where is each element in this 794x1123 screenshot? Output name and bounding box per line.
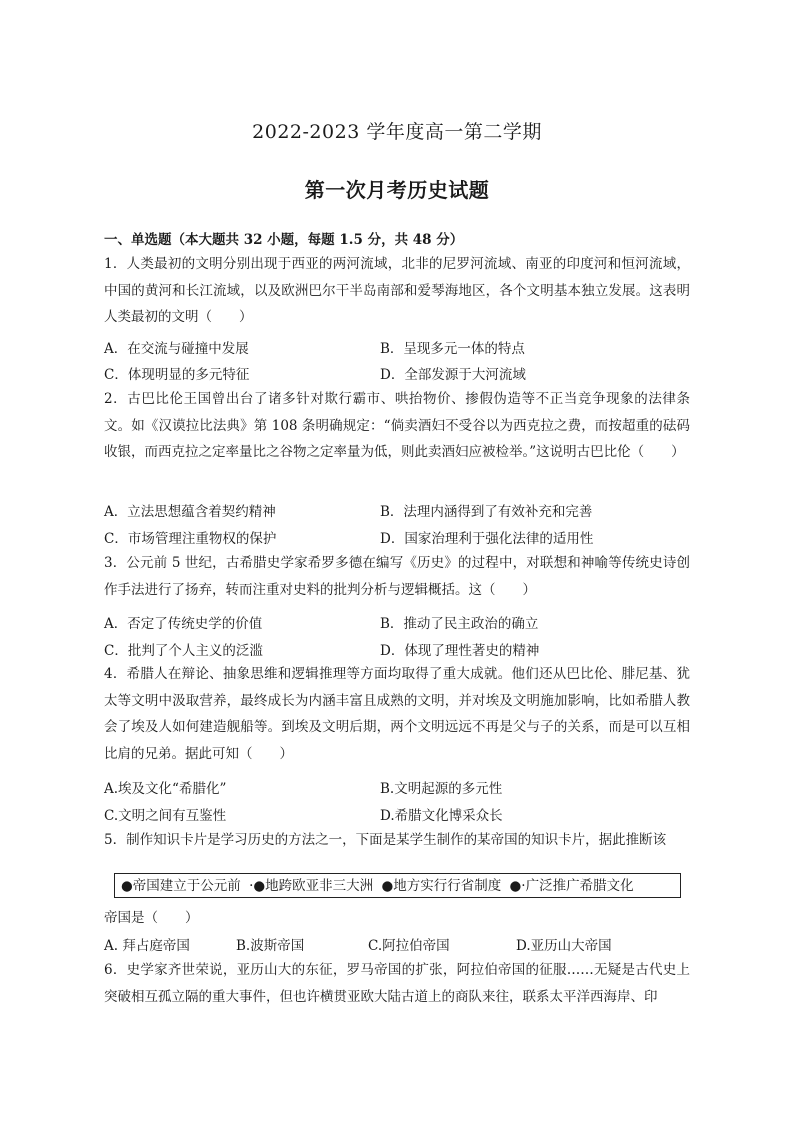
- knowledge-card-item: ●·广泛推广希腊文化: [509, 878, 634, 894]
- question-4-option-c: C.文明之间有互鉴性: [104, 808, 227, 824]
- knowledge-card-item: ·●地跨欧亚非三大洲: [249, 878, 374, 894]
- question-2-option-a: A．立法思想蕴含着契约精神: [104, 504, 276, 520]
- question-1-option-a: A．在交流与碰撞中发展: [104, 341, 249, 357]
- question-5-stem-end: 帝国是（ ）: [104, 910, 199, 926]
- exam-subtitle: 第一次月考历史试题: [304, 178, 490, 202]
- question-2-stem: 2．古巴比伦王国曾出台了诸多针对欺行霸市、哄抬物价、掺假伪造等不正当竞争现象的法律条文。如《汉谟拉比法典》第 108 条明确规定：“倘卖酒妇不受谷以为西克拉之费，而按超重的砝码收银，而西克拉之定率量比之谷物之定率量为低，则此卖酒妇应被检举。”这说明古巴比伦（ ）: [104, 391, 690, 460]
- question-1-option-d: D．全部发源于大河流域: [380, 367, 526, 383]
- question-5-option-a: A. 拜占庭帝国: [104, 938, 190, 954]
- question-2-option-d: D．国家治理利于强化法律的适用性: [380, 531, 594, 547]
- question-5-stem: 5．制作知识卡片是学习历史的方法之一，下面是某学生制作的某帝国的知识卡片，据此推断该: [104, 832, 667, 848]
- knowledge-card-item: ●帝国建立于公元前: [121, 878, 241, 894]
- question-4-stem: 4．希腊人在辩论、抽象思维和逻辑推理等方面均取得了重大成就。他们还从巴比伦、腓尼基、犹太等文明中汲取营养，最终成长为内涵丰富且成熟的文明，并对埃及文明施加影响，比如希腊人教会了埃及人如何建造舰船等。到埃及文明后期，两个文明远远不再是父与子的关系，而是可以互相比肩的兄弟。据此可知（ ）: [104, 666, 690, 762]
- question-1-option-b: B．呈现多元一体的特点: [380, 341, 525, 357]
- question-1-option-c: C．体现明显的多元特征: [104, 367, 250, 383]
- question-1-stem: 1．人类最初的文明分别出现于西亚的两河流域，北非的尼罗河流域、南亚的印度河和恒河流域，中国的黄河和长江流域，以及欧洲巴尔干半岛南部和爱琴海地区，各个文明基本独立发展。这表明人类最初的文明（ ）: [104, 256, 690, 325]
- question-3-option-a: A．否定了传统史学的价值: [104, 616, 263, 632]
- exam-title: 2022-2023 学年度高一第二学期: [252, 121, 542, 143]
- question-2-option-b: B．法理内涵得到了有效补充和完善: [380, 504, 593, 520]
- question-6-stem: 6．史学家齐世荣说，亚历山大的东征，罗马帝国的扩张，阿拉伯帝国的征服……无疑是古代史上突破相互孤立隔的重大事件，但也许横贯亚欧大陆古道上的商队来往，联系太平洋西海岸、印: [104, 962, 690, 1005]
- question-3-stem: 3．公元前 5 世纪，古希腊史学家希罗多德在编写《历史》的过程中，对联想和神喻等传统史诗创作手法进行了扬弃，转而注重对史料的批判分析与逻辑概括。这（ ）: [104, 555, 690, 598]
- question-4-option-a: A.埃及文化“希腊化”: [104, 781, 227, 797]
- question-2-option-c: C．市场管理注重物权的保护: [104, 531, 277, 547]
- question-5-option-c: C.阿拉伯帝国: [368, 938, 450, 954]
- question-3-option-d: D．体现了理性著史的精神: [380, 643, 540, 659]
- knowledge-card-item: ●地方实行行省制度: [381, 878, 502, 894]
- section-heading: 一、单选题（本大题共 32 小题，每题 1.5 分，共 48 分）: [104, 232, 464, 248]
- question-4-option-d: D.希腊文化博采众长: [380, 808, 503, 824]
- question-3-option-c: C．批判了个人主义的泛滥: [104, 643, 263, 659]
- question-5-option-b: B.波斯帝国: [236, 938, 305, 954]
- question-5-option-d: D.亚历山大帝国: [516, 938, 612, 954]
- question-3-option-b: B．推动了民主政治的确立: [380, 616, 539, 632]
- knowledge-card: [114, 873, 681, 898]
- question-4-option-b: B.文明起源的多元性: [380, 781, 503, 797]
